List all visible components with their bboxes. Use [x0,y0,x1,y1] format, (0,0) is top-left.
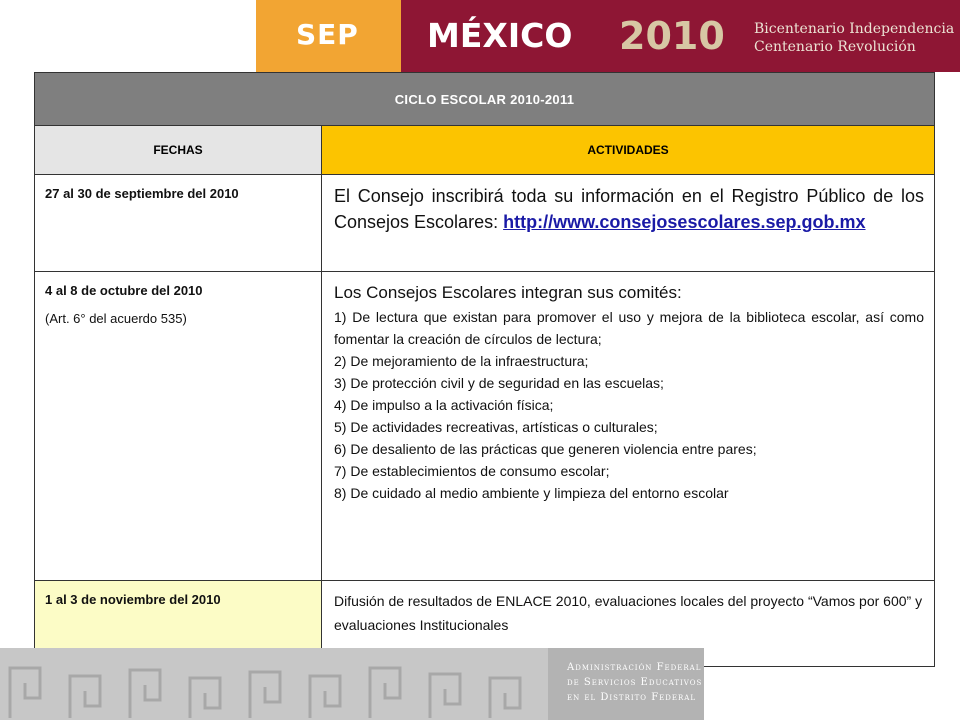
footer-line: de Servicios Educativos [567,677,703,688]
sep-logo [256,0,401,72]
table-header-row [35,126,935,175]
committee-item: 8) De cuidado al medio ambiente y limpieza del entorno escolar [334,485,729,501]
table-row [35,272,935,581]
committees-lead: Los Consejos Escolares integran sus comités: [334,283,682,302]
committee-item: 4) De impulso a la activación física; [334,397,554,413]
tagline-line-2: Centenario Revolución [754,39,916,55]
committee-item: 3) De protección civil y de seguridad en las escuelas; [334,375,664,391]
sep-logo-text: SEP [296,18,359,51]
committee-item: 7) De establecimientos de consumo escolar; [334,463,610,479]
tagline-line-1: Bicentenario Independencia [754,21,955,37]
header-fechas: FECHAS [35,126,322,175]
activity-text: El Consejo inscribirá toda su información en el Registro Público de los Consejos Escolares: [334,186,925,232]
date-text: 4 al 8 de octubre del 2010 [45,283,203,298]
table-title-row [35,73,935,126]
date-note: (Art. 6° del acuerdo 535) [45,311,187,326]
row-date: 27 al 30 de septiembre del 2010 [35,175,322,272]
committee-item: 1) De lectura que existan para promover el uso y mejora de la biblioteca escolar, así como fomentar la creación de círculos de lectura; [334,309,925,347]
school-calendar-table [34,72,935,667]
table-row [35,175,935,272]
header-banner [256,0,960,72]
year-logo-text: 2010 [619,14,725,58]
footer-line: Administración Federal [567,662,702,673]
mexico-2010-logo [401,0,960,72]
committee-item: 6) De desaliento de las prácticas que generen violencia entre pares; [334,441,757,457]
table-title: CICLO ESCOLAR 2010-2011 [35,73,935,126]
footer-line: en el Distrito Federal [567,692,696,703]
mexico-logo-text: MÉXICO [427,16,573,55]
row-activity [322,272,935,581]
registry-link[interactable]: http://www.consejosescolares.sep.gob.mx [503,212,866,232]
committee-item: 5) De actividades recreativas, artísticas o culturales; [334,419,658,435]
row-activity: Difusión de resultados de ENLACE 2010, evaluaciones locales del proyecto “Vamos por 600” y evaluaciones Institucionales [322,581,935,667]
header-actividades: ACTIVIDADES [322,126,935,175]
footer-agency-name [567,660,702,705]
committee-item: 2) De mejoramiento de la infraestructura; [334,353,589,369]
row-activity [322,175,935,272]
row-date [35,272,322,581]
bicentenario-tagline [754,20,954,56]
row-date: 1 al 3 de noviembre del 2010 [35,581,322,667]
